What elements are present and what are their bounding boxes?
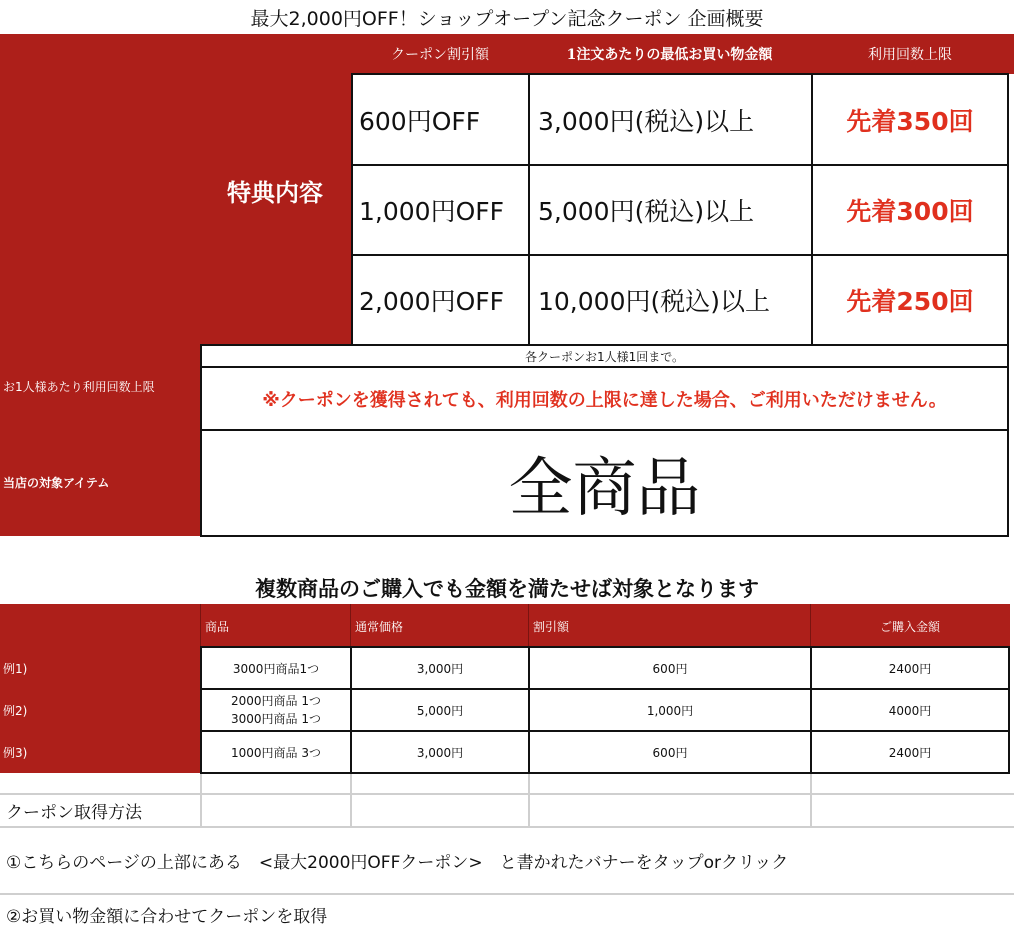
example3-items <box>200 730 352 774</box>
target-label: 当店の対象アイテム <box>3 475 110 490</box>
benefit-label: 特典内容 <box>227 178 323 207</box>
row1-limit: 先着350回 <box>811 73 1009 166</box>
example2-items <box>200 688 352 732</box>
example1-items <box>200 646 352 690</box>
example2-item-2: 3000円商品 1つ <box>231 712 321 726</box>
example2-item-1: 2000円商品 1つ <box>231 694 321 708</box>
row3-minimum: 10,000円(税込)以上 <box>528 254 813 346</box>
row2-minimum: 5,000円(税込)以上 <box>528 164 813 256</box>
per-person-warning: ※クーポンを獲得されても、利用回数の上限に達した場合、ご利用いただけません。 <box>200 366 1009 431</box>
header-limit: 利用回数上限 <box>868 47 952 63</box>
examples-header-discount: 割引額 <box>533 619 570 634</box>
example2-price: 5,000円 <box>350 688 530 732</box>
how-to-step-2: ②お買い物金額に合わせてクーポンを取得 <box>6 906 328 927</box>
row2-discount: 1,000円OFF <box>351 164 530 256</box>
per-person-label: お1人様あたり利用回数上限 <box>3 379 155 394</box>
header-discount: クーポン割引額 <box>391 47 489 63</box>
target-value: 全商品 <box>200 429 1009 537</box>
how-to-heading: クーポン取得方法 <box>6 803 142 823</box>
example1-discount: 600円 <box>528 646 812 690</box>
grid-line <box>350 774 352 828</box>
row2-limit: 先着300回 <box>811 164 1009 256</box>
example2-total: 4000円 <box>810 688 1010 732</box>
example1-price: 3,000円 <box>350 646 530 690</box>
example3-discount: 600円 <box>528 730 812 774</box>
example3-item-1: 1000円商品 3つ <box>231 745 321 760</box>
per-person-note: 各クーポンお1人様1回まで。 <box>200 344 1009 368</box>
page-title: 最大2,000円OFF！ショップオープン記念クーポン 企画概要 <box>250 7 764 30</box>
header-minimum: 1注文あたりの最低お買い物金額 <box>566 47 773 63</box>
how-to-step-1: ①こちらのページの上部にある <最大2000円OFFクーポン> と書かれたバナーをタップorクリック <box>6 852 789 873</box>
examples-header-divider-3 <box>528 604 529 648</box>
row1-minimum: 3,000円(税込)以上 <box>528 73 813 166</box>
examples-header-price: 通常価格 <box>355 619 404 634</box>
examples-header-divider-2 <box>350 604 351 648</box>
row3-limit: 先着250回 <box>811 254 1009 346</box>
grid-line <box>528 774 530 828</box>
grid-line <box>810 774 812 828</box>
row1-discount: 600円OFF <box>351 73 530 166</box>
example1-item-1: 3000円商品1つ <box>232 661 320 676</box>
example3-price: 3,000円 <box>350 730 530 774</box>
example3-total: 2400円 <box>810 730 1010 774</box>
example2-label: 例2) <box>0 689 201 731</box>
example1-total: 2400円 <box>810 646 1010 690</box>
example2-discount: 1,000円 <box>528 688 812 732</box>
examples-header-divider-1 <box>200 604 201 648</box>
examples-heading: 複数商品のご購入でも金額を満たせば対象となります <box>255 576 759 601</box>
example1-label: 例1) <box>0 648 201 689</box>
example3-label: 例3) <box>0 731 201 773</box>
examples-header-total: ご購入金額 <box>879 619 940 634</box>
examples-header-item: 商品 <box>205 619 230 634</box>
lower-label-column <box>0 344 202 536</box>
row3-discount: 2,000円OFF <box>351 254 530 346</box>
